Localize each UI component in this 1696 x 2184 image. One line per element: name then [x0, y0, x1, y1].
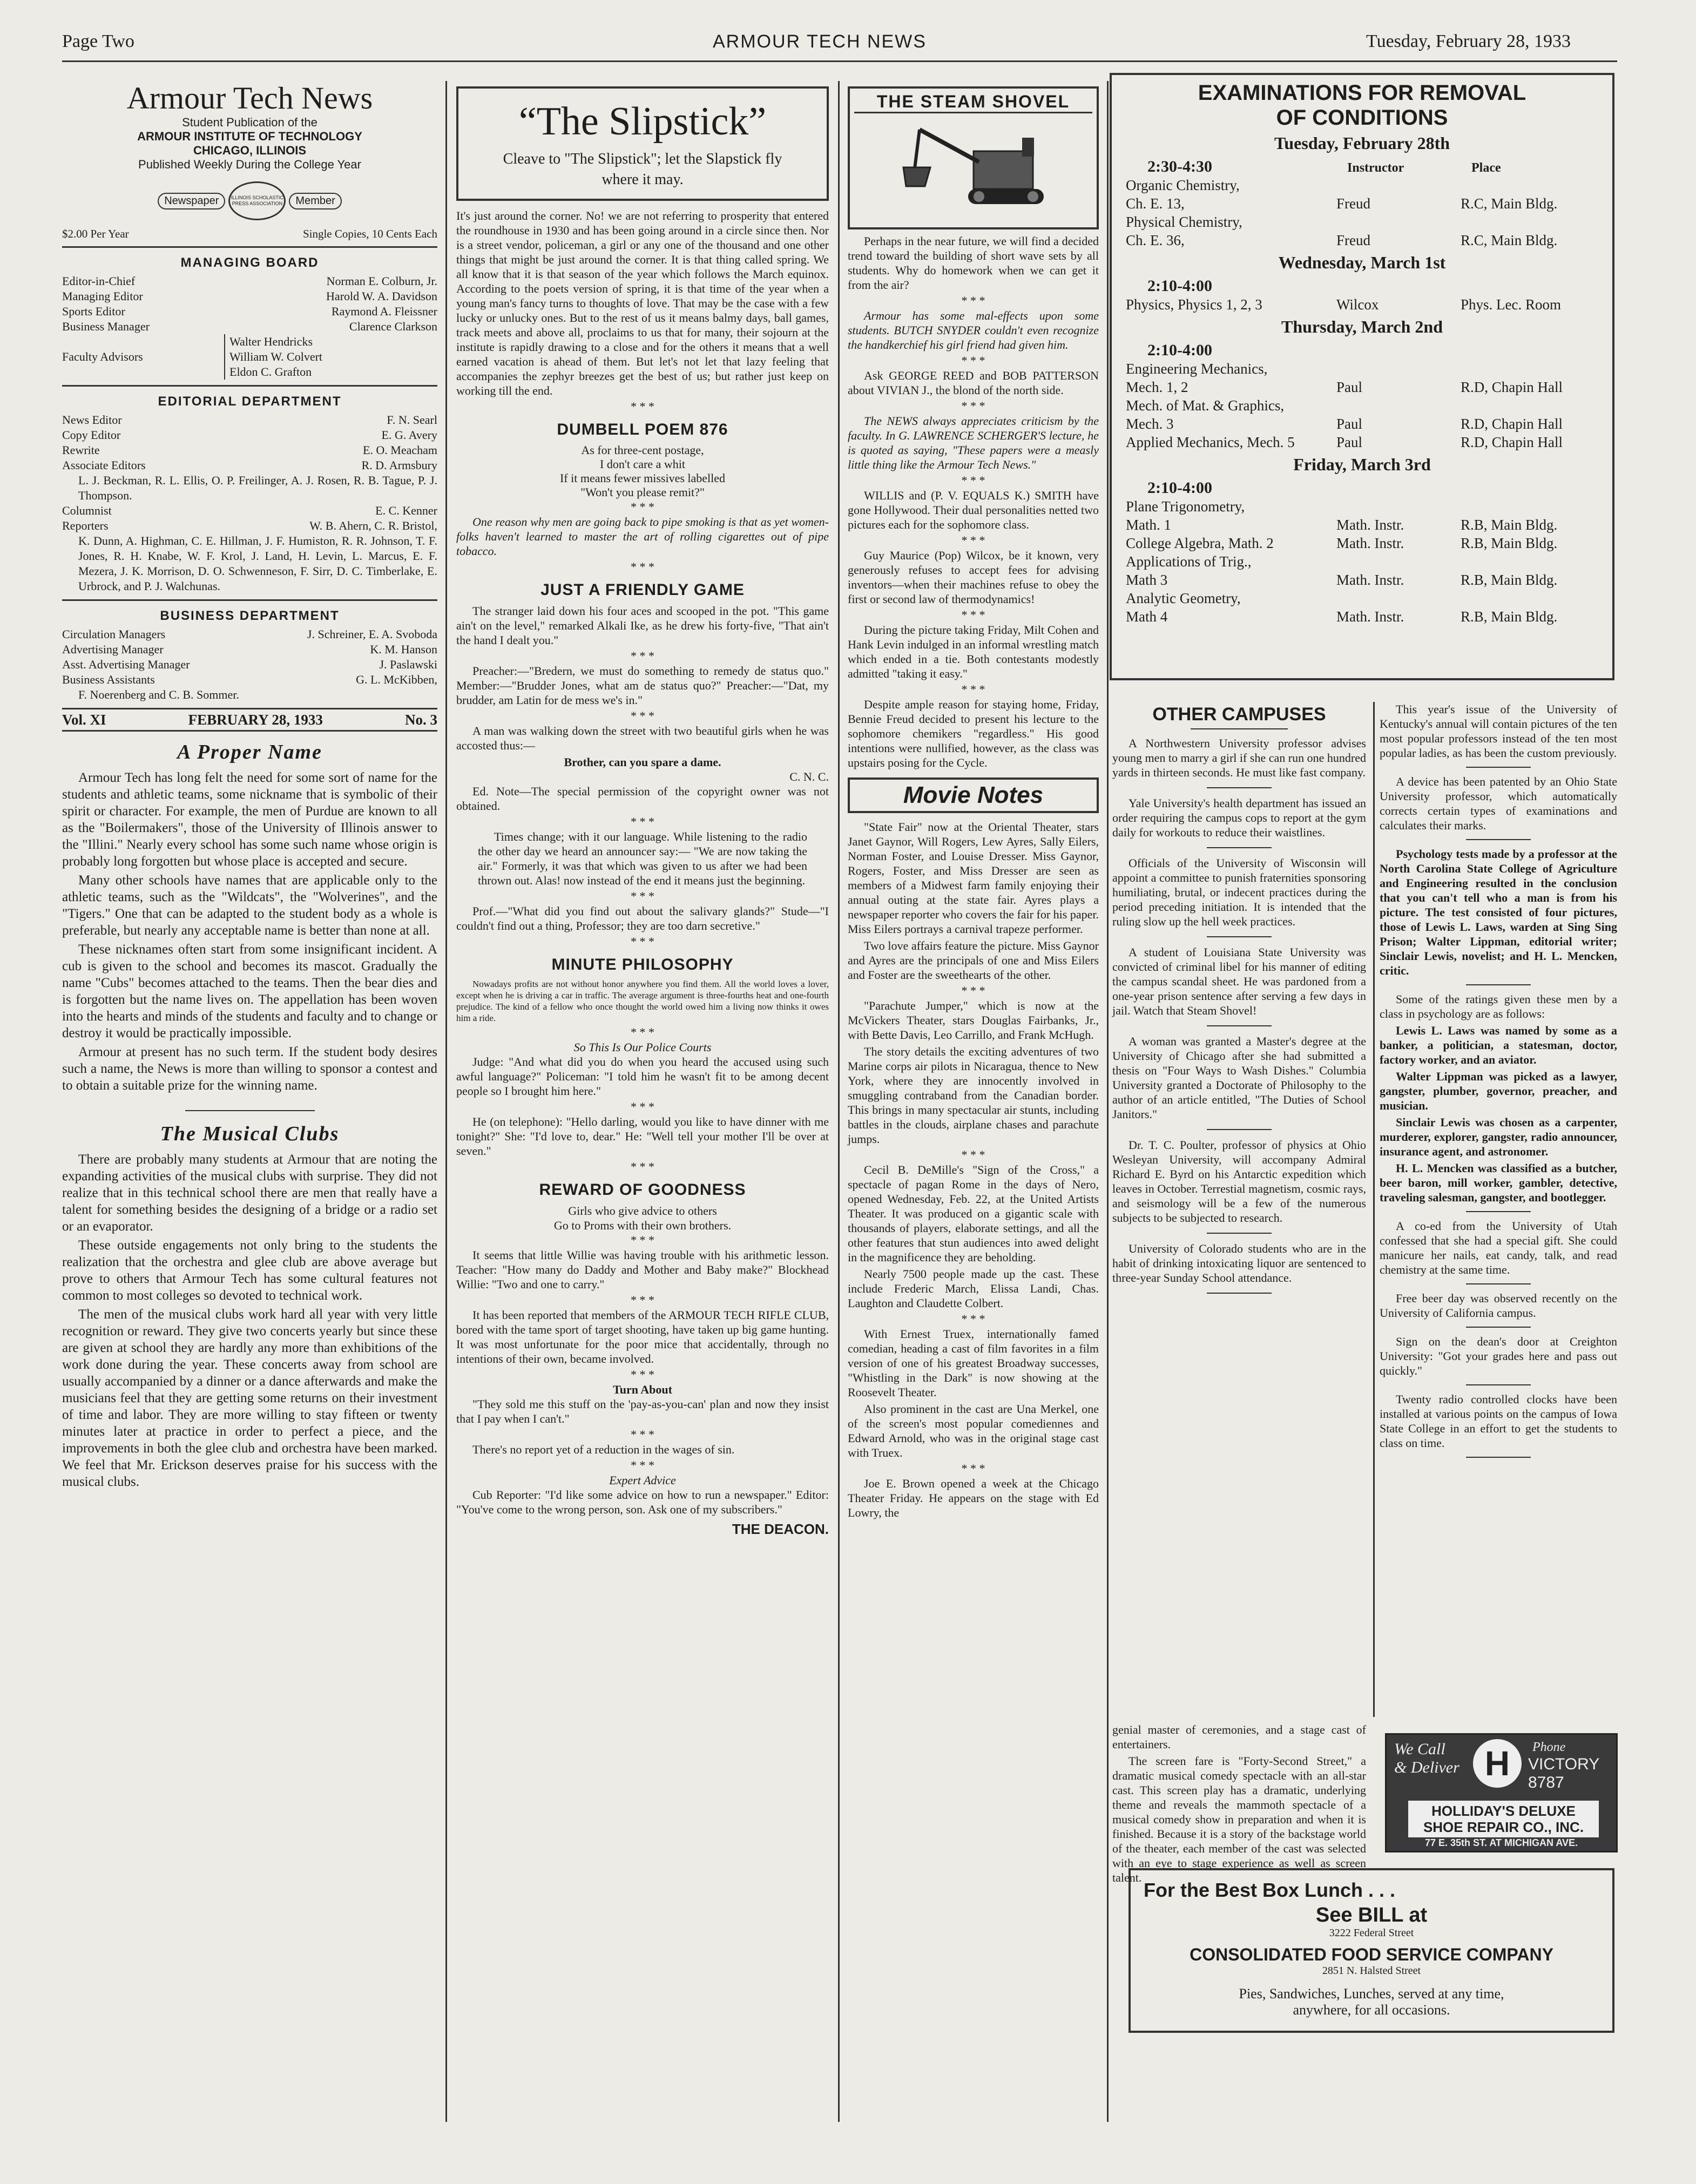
exam-course: College Algebra, Math. 2	[1126, 535, 1274, 551]
exam-row	[1120, 497, 1604, 516]
editorial-paragraph: Many other schools have names that are applicable only to the athletic teams, such as the "Wildcats", the "Wolverines", and the "Tigers." One that can be adapted to the student body as a whole is preferable, but nearly any acceptable name is better than none at all.	[62, 873, 437, 938]
section-heading: MANAGING BOARD	[180, 255, 319, 270]
exam-course: Mech. of Mat. & Graphics,	[1126, 397, 1285, 414]
exam-row	[1120, 571, 1604, 589]
shovel-item: During the picture taking Friday, Milt Cohen and Hank Levin indulged in an informal wrestling match which ended in a tie. Both contestants modestly admitted "taking it easy."	[848, 623, 1099, 680]
staff-name: W. B. Ahern, C. R. Bristol,	[309, 519, 437, 532]
staff-role: Managing Editor	[62, 289, 143, 303]
associate-editors: L. J. Beckman, R. L. Ellis, O. P. Freilinger, A. J. Rosen, R. B. Tague, P. J. Thompson.	[78, 474, 437, 502]
masthead-title: Armour Tech News	[126, 80, 373, 116]
exam-time: 2:10-4:00	[1147, 479, 1212, 497]
exam-course: Analytic Geometry,	[1126, 590, 1241, 606]
staff-row	[62, 274, 437, 289]
joke-author: C. N. C.	[789, 770, 829, 783]
exam-instructor: Wilcox	[1336, 296, 1379, 313]
editorial-paragraph: There are probably many students at Armour that are noting the expanding activities of the musical clubs with surprise. They did not realize that in this technical school there are men that really have a talent for something besides the designing of a bridge or a radio set or an evaporator.	[62, 1152, 437, 1234]
staff-role: Circulation Managers	[62, 627, 166, 641]
joke: Preacher:—"Bredern, we must do something to remedy de status quo." Member:—"Brudder Jones, what am de status quo?" Preacher:—"Dat, my brudder, am Latin for de mess we's in."	[456, 664, 829, 707]
masthead-line: CHICAGO, ILLINOIS	[193, 144, 306, 157]
ad-address: 77 E. 35th ST. AT MICHIGAN AVE.	[1424, 1837, 1578, 1848]
editorial-proper-name	[62, 740, 437, 1094]
joke-title: MINUTE PHILOSOPHY	[551, 956, 734, 973]
movie-paragraph: "Parachute Jumper," which is now at the McVickers Theater, stars Douglas Fairbanks, Jr., with Bette Davis, Leo Carrillo, and Frank McHugh.	[848, 999, 1099, 1042]
joke: The stranger laid down his four aces and scooped in the pot. "This game ain't on the level," remarked Alkali Ike, as he drew his forty-five, "That ain't the hand I dealt you."	[456, 604, 829, 647]
badge-right: Member	[289, 193, 341, 209]
exam-course: Physics, Physics 1, 2, 3	[1126, 296, 1262, 313]
press-seal: ILLINOIS SCHOLASTIC PRESS ASSOCIATION	[228, 181, 286, 220]
campus-item: Free beer day was observed recently on the University of California campus.	[1380, 1292, 1617, 1320]
exam-place: R.B, Main Bldg.	[1461, 535, 1558, 551]
exams-title: OF CONDITIONS	[1276, 106, 1448, 130]
exam-place: R.D, Chapin Hall	[1461, 434, 1563, 450]
exam-instructor	[1336, 396, 1461, 415]
poem-line: "Won't you please remit?"	[580, 485, 705, 499]
staff-row	[62, 657, 437, 672]
exam-course: Math. 1	[1126, 517, 1171, 533]
ad-text: We Call	[1394, 1740, 1445, 1758]
editorial-musical-clubs	[62, 1122, 437, 1490]
exam-instructor	[1336, 213, 1461, 231]
campus-item: Dr. T. C. Poulter, professor of physics at Ohio Wesleyan University, will accompany Admiral Richard E. Byrd on his Antarctic expedition which leaves in October. Terrestial magnetism, cosmic rays, and seismology will be a few of the numerous subjects to be subjected to research.	[1112, 1138, 1366, 1225]
other-campuses-title: OTHER CAMPUSES	[1152, 704, 1326, 725]
exam-course: Plane Trigonometry,	[1126, 498, 1245, 515]
poem-line: Girls who give advice to others	[568, 1204, 717, 1218]
exam-row	[1120, 176, 1604, 194]
business-assistants: F. Noerenberg and C. B. Sommer.	[78, 688, 239, 701]
movie-paragraph: Also prominent in the cast are Una Merkel, one of the screen's most popular comediennes and Edward Arnold, who was in the original stage cast with Truex.	[848, 1402, 1099, 1459]
campus-item: Lewis L. Laws was named by some as a banker, a politician, a statesman, doctor, factory worker, and an aviator.	[1380, 1024, 1617, 1066]
joke: Times change; with it our language. While listening to the radio the other day we heard an announcer say:— "We are now taking the air." Formerly, it was that which was given to us after we had been thrown out. Alas! now instead of the end it means just the beginning.	[478, 830, 807, 887]
campus-item: Psychology tests made by a professor at the North Carolina State College of Agriculture and Engineering resulted in the conclusion that you can't tell who a man is from his picture. The test consisted of four pictures, those of Lewis L. Laws, warden at Sing Sing Prison; Walter Lippman, editorial writer; Sinclair Lewis, novelist; and H. L. Mencken, critic.	[1380, 847, 1617, 977]
ad-text: anywhere, for all occasions.	[1293, 2002, 1450, 2018]
steam-shovel-title: THE STEAM SHOVEL	[854, 92, 1092, 113]
exam-day: Friday, March 3rd	[1293, 455, 1431, 474]
exam-course: Ch. E. 13,	[1126, 195, 1185, 212]
exam-place: R.D, Chapin Hall	[1461, 416, 1563, 432]
movie-notes-banner	[848, 777, 1099, 813]
poem-line: Go to Proms with their own brothers.	[553, 1219, 732, 1232]
price-single: Single Copies, 10 Cents Each	[302, 227, 437, 240]
exam-col-header: Instructor	[1347, 161, 1404, 175]
exam-row	[1120, 231, 1604, 249]
shovel-item: Despite ample reason for staying home, Friday, Bennie Freud decided to present his lecture to the sophomore chemikers "regardless." His good intentions were nullified, however, as the class was upstairs posing for the Cycle.	[848, 698, 1099, 769]
exam-course: Ch. E. 36,	[1126, 232, 1185, 248]
exam-course: Mech. 3	[1126, 416, 1174, 432]
editor-note: Ed. Note—The special permission of the copyright owner was not obtained.	[456, 785, 829, 813]
staff-name: E. G. Avery	[381, 428, 437, 442]
staff-name: G. L. McKibben,	[356, 673, 437, 686]
joke-title: Turn About	[613, 1383, 672, 1396]
masthead-line: ARMOUR INSTITUTE OF TECHNOLOGY	[137, 130, 362, 143]
staff-name: Harold W. A. Davidson	[326, 289, 437, 303]
shovel-item: WILLIS and (P. V. EQUALS K.) SMITH have gone Hollywood. Their dual personalities netted two pictures each for the sophomore class.	[848, 489, 1099, 531]
joke: A man was walking down the street with two beautiful girls when he was accosted thus:—	[456, 724, 829, 752]
volume-line	[62, 712, 437, 728]
joke: "They sold me this stuff on the 'pay-as-you-can' plan and now they insist that I pay when I can't."	[456, 1397, 829, 1425]
exam-row	[1120, 607, 1604, 626]
issue-date: Tuesday, February 28, 1933	[1366, 31, 1571, 51]
movie-paragraph: The screen fare is "Forty-Second Street," a dramatic musical comedy spectacle with an all-star cast. This screen play has a dramatic, underlying theme and reveals the mammoth spectacle of a musical comedy show in preparation and when it is finished. Because it is a story of the backstage world of the theater, each member of the cast was selected with an eye to stage experience as well as screen talent.	[1112, 1754, 1366, 1884]
exam-day: Thursday, March 2nd	[1281, 317, 1443, 336]
staff-role: Associate Editors	[62, 458, 146, 472]
campus-item: Officials of the University of Wisconsin will appoint a committee to punish fraternities sponsoring humiliating, brutal, or indecent practices during the period preceding initiation. It is intended that the ruling slow up the hell week practices.	[1112, 856, 1366, 928]
exams-title: EXAMINATIONS FOR REMOVAL	[1198, 81, 1526, 105]
exam-course: Math 4	[1126, 608, 1168, 625]
staff-role: Columnist	[62, 504, 112, 517]
staff-name: E. O. Meacham	[362, 443, 437, 457]
joke: Prof.—"What did you find out about the salivary glands?" Stude—"I couldn't find out a thing, Professor; they are too darn secretive."	[456, 904, 829, 932]
staff-role: News Editor	[62, 413, 122, 427]
poem	[456, 443, 829, 499]
staff-role: Editor-in-Chief	[62, 274, 136, 288]
staff-role: Asst. Advertising Manager	[62, 658, 190, 671]
joke: There's no report yet of a reduction in the wages of sin.	[472, 1443, 735, 1456]
masthead-line: Published Weekly During the College Year	[138, 158, 361, 171]
slipstick-motto: Cleave to "The Slipstick"; let the Slapstick fly where it may.	[503, 151, 782, 188]
exam-place: R.B, Main Bldg.	[1461, 572, 1558, 588]
staff-role: Advertising Manager	[62, 643, 164, 656]
movie-paragraph: genial master of ceremonies, and a stage cast of entertainers.	[1112, 1723, 1366, 1751]
exam-row	[1120, 295, 1604, 314]
exam-instructor: Math. Instr.	[1336, 535, 1404, 551]
campus-item: A woman was granted a Master's degree at the University of Chicago after she had submitted a thesis on "Four Ways to Wash Dishes." Columbia University granted a Doctorate of Philosophy to the author of an article entitled, "The Duties of School Janitors."	[1112, 1034, 1366, 1121]
joke: It seems that little Willie was having trouble with his arithmetic lesson. Teacher: "How many do Daddy and Mother and Baby make?" Blockhead Willie: "Two and one to carry."	[456, 1248, 829, 1291]
joke-title: Expert Advice	[609, 1473, 676, 1487]
exam-row	[1120, 433, 1604, 451]
campus-item: University of Colorado students who are in the habit of drinking intoxicating liquor are sentenced to three-year Sunday School attendance.	[1112, 1242, 1366, 1284]
campus-item: Twenty radio controlled clocks have been installed at various points on the campus of Iowa State College in an effort to get the students to class on time.	[1380, 1392, 1617, 1450]
section-heading: EDITORIAL DEPARTMENT	[158, 394, 342, 409]
exam-instructor	[1336, 497, 1461, 516]
staff-name: F. N. Searl	[387, 413, 437, 427]
joke: Nowadays profits are not without honor anywhere you find them. All the world loves a lover, except when he is driving a car in traffic. The average argument is three-fourths heat and one-fourth prejudice. The kind of a fellow who once thought the world owed him a living now thinks it owes him a ride.	[456, 979, 829, 1023]
movie-paragraph: The story details the exciting adventures of two Marine corps air pilots in Nicaragua, thence to New York, where they are innocently involved in smuggling contraband from the Canadian border. This brings in many spectacular air stunts, including battles in the clouds, airplane chases and parachute jumps.	[848, 1045, 1099, 1146]
steam-shovel-icon	[893, 113, 1055, 221]
exam-row	[1120, 516, 1604, 534]
slipstick-intro: It's just around the corner. No! we are not referring to prosperity that entered the roundhouse in 1930 and has been going around in a circle since then. Nor is a street vendor, policeman, a girl or any one of the thousand and one other things that might be just around the corner. It is that thing called spring. We all know that it is that season of the year which follows the March equinox. According to the poets version of spring, it is that time of the year when a young man's fancy turns to thoughts of love. That may be the case with a few lucky or unlucky ones. But to the rest of us it means balmy days, ball games, track meets and above all, proclaims to us that for many, their sojourn at the institute is rapidly drawing to a close and for the others it means that a well earned vacation is ahead of them. But let's not let that lazy feeling that accompanies the zephyr breezes get the best of us; but rather just keep on working till the end.	[456, 209, 829, 397]
other-campuses-right	[1380, 702, 1617, 1728]
column-2: “The Slipstick” Cleave to "The Slipstick"; let the Slapstick fly where it may. It's just around the corner. No! we are not referring to prosperity that entered the roundhouse in 1930 and has been going around in a circle since then. Nor is a street vendor, policeman, a girl or any one of the thousand and one other things that might be just around the corner. It is that thing called spring. We all know that it is that season of the year which follows the March equinox. According to the poets version of spring, it is that time of the year when a young man's fancy turns to thoughts of love. That may be the case with a few lucky or unlucky ones. But to the rest of us it means balmy days, ball games, track meets and above all, proclaims to us that for many, their sojourn at the institute is rapidly drawing to a close and for the others it means that a well earned vacation is ahead of them. But let's not let that lazy feeling that accompanies the zephyr breezes get the best of us; but rather just keep on working till the end. * * * DUMBELL POEM 876 As for three-cent postage, I don't care a whit If it means fewer missives labelled "Won't you please remit?" * * * One reason why men are going back to pipe smoking is that as yet women-folks haven't learned to master the art of rolling cigarettes out of pipe tobacco. * * * JUST A FRIENDLY GAME The stranger laid down his four aces and scooped in the pot. "This game ain't on the level," remarked Alkali Ike, as he drew his forty-five, "That ain't the hand I dealt you." * * * Preacher:—"Bredern, we must do something to remedy de status quo." Member:—"Brudder Jones, what am de status quo?" Preacher:—"Dat, my brudder, am Latin for de mess we's in." * * * A man was walking down the street with two beautiful girls when he was accosted thus:— Brother, can you spare a dame. C. N. C. Ed. Note—The special permission of the copyright owner was not obtained. * * * Times change; with it our language. While listening to the radio the other day we heard an announcer say:— "We are now taking the air." Formerly, it was that which was given to us after we had been thrown out. Alas! now instead of the end it means just the beginning. * * * Prof.—"What did you find out about the salivary glands?" Stude—"I couldn't find out a thing, Professor; they are too darn secretive." * * * MINUTE PHILOSOPHY Nowadays profits are not without honor anywhere you find them. All the world loves a lover, except when he is driving a car in traffic. The average argument is three-fourths heat and one-fourth prejudice. The kind of a fellow who once thought the world owed him a living now thinks it owes him a ride. * * * So This Is Our Police Courts Judge: "And what did you do when you heard the accused using such awful language?" Policeman: "I told him he wasn't fit to be among decent people so I brought him here." * * * He (on telephone): "Hello darling, would you like to have dinner with me tonight?" She: "I'd love to, dear." He: "Well tell your mother I'll be over at seven." * * * REWARD OF GOODNESS Girls who give advice to others Go to Proms with their own brothers. * * * It seems that little Willie was having trouble with his arithmetic lesson. Teacher: "How many do Daddy and Mother and Baby make?" Blockhead Willie: "Two and one to carry." * * * It has been reported that members of the ARMOUR TECH RIFLE CLUB, bored with the tame sport of target shooting, have taken up big game hunting. It was most unfortunate for the poor mice that accidentally, through no intentions of their own, became involved. * * * Turn About "They sold me this stuff on the 'pay-as-you-can' plan and now they insist that I pay when I can't." * * * There's no report yet of a reduction in the wages of sin. * * * Expert Advice Cub Reporter: "I'd like some advice on how to run a newspaper." Editor: "You've come to the wrong person, son. Ask one of my subscribers." THE DEACON.	[456, 81, 829, 2122]
exam-course: Mech. 1, 2	[1126, 379, 1188, 395]
poem-line: I don't care a whit	[600, 457, 685, 471]
exam-place	[1461, 360, 1601, 378]
exam-course: Physical Chemistry,	[1126, 214, 1242, 230]
examinations-box	[1110, 73, 1614, 680]
exam-instructor	[1336, 552, 1461, 571]
editorial-paragraph: Armour at present has no such term. If the student body desires such a name, the News is more than willing to sponsor a contest and to obtain a suitable prize for the winning name.	[62, 1045, 437, 1093]
staff-row	[62, 642, 437, 657]
price-year: $2.00 Per Year	[62, 227, 129, 240]
steam-shovel-banner	[848, 86, 1099, 229]
ad-text: Phone	[1532, 1740, 1566, 1754]
exam-row	[1120, 213, 1604, 231]
shovel-item: Armour has some mal-effects upon some students. BUTCH SNYDER couldn't even recognize the handkerchief his girl friend had given him.	[848, 309, 1099, 351]
staff-role: Rewrite	[62, 443, 100, 457]
paper-name: ARMOUR TECH NEWS	[713, 31, 927, 52]
exam-row	[1120, 396, 1604, 415]
joke-title: REWARD OF GOODNESS	[539, 1181, 746, 1199]
other-campuses-left	[1112, 702, 1366, 1717]
faculty-label: Faculty Advisors	[62, 350, 143, 363]
faculty-name: Walter Hendricks	[229, 335, 313, 348]
staff-name: R. D. Armsbury	[361, 458, 437, 472]
editorial-paragraph: These nicknames often start from some insignificant incident. A cub is given to the school and becomes its mascot. Gradually the name "Cubs" becomes attached to the teams. Then the bear dies and is forgotten but the name lives on. The appellation has been woven into the hearts and minds of the students and faculty and to change or destroy it would be practically impossible.	[62, 942, 437, 1040]
price-row	[62, 226, 437, 242]
exam-day: Tuesday, February 28th	[1274, 133, 1450, 153]
staff-name: J. Schreiner, E. A. Svoboda	[307, 627, 437, 641]
joke: One reason why men are going back to pipe smoking is that as yet women-folks haven't learned to master the art of rolling cigarettes out of pipe tobacco.	[456, 515, 829, 558]
campus-item: A Northwestern University professor advises young men to marry a girl if she can run one hundred yards in thirteen seconds. He must like fast company.	[1112, 736, 1366, 779]
column-signature: THE DEACON.	[732, 1521, 829, 1537]
exam-day: Wednesday, March 1st	[1278, 253, 1446, 272]
campus-item: Sign on the dean's door at Creighton University: "Got your grades here and pass out quickly."	[1380, 1335, 1617, 1377]
slipstick-title: “The Slipstick”	[518, 99, 767, 144]
shovel-item: Ask GEORGE REED and BOB PATTERSON about VIVIAN J., the blond of the north side.	[848, 369, 1099, 397]
joke: Judge: "And what did you do when you heard the accused using such awful language?" Policeman: "I told him he wasn't fit to be among decent people so I brought him here."	[456, 1055, 829, 1098]
editorial-paragraph: Armour Tech has long felt the need for some sort of name for the students and athletic teams, some nickname that is symbolic of their spirit or character. For example, the men of Purdue are known to all as the "Boilermakers", those of the University of Illinois answer to the "Illini." Nearly every school has some such name whose origin is probably long forgotten but whose place is accepted and secure.	[62, 770, 437, 869]
staff-row	[62, 627, 437, 642]
campus-item: H. L. Mencken was classified as a butcher, beer baron, mill worker, gambler, detective, traveling salesman, gangster, and bootlegger.	[1380, 1161, 1617, 1204]
exam-row	[1120, 534, 1604, 552]
staff-row	[62, 428, 437, 443]
editorial-paragraph: The men of the musical clubs work hard all year with very little recognition or reward. They give two concerts yearly but since these are given at school they are hardly any more than exhibitions of the work done during the year. These concerts away from school are usually accompanied by a dinner or a dance afterwards and make the musicians feel that they are getting some returns on their investment of time and labor. They are more willing to stay fifteen or twenty minutes later at practice in order to perfect a piece, and the improvements in both the glee club and orchestra have been marked. We feel that Mr. Erickson deserves praise for his success with the musical clubs.	[62, 1307, 437, 1489]
volume-date: FEBRUARY 28, 1933	[188, 712, 323, 728]
ad-company: HOLLIDAY'S DELUXE SHOE REPAIR CO., INC.	[1408, 1801, 1599, 1837]
volume-number: Vol. XI	[62, 712, 106, 728]
campus-item: Walter Lippman was picked as a lawyer, gangster, plumber, governor, preacher, and musician.	[1380, 1070, 1617, 1112]
exam-instructor: Paul	[1336, 416, 1363, 432]
exam-instructor: Math. Instr.	[1336, 572, 1404, 588]
exam-instructor	[1336, 360, 1461, 378]
masthead	[62, 81, 437, 242]
exam-instructor: Freud	[1336, 232, 1370, 248]
exam-place: R.B, Main Bldg.	[1461, 608, 1558, 625]
exam-place: R.B, Main Bldg.	[1461, 517, 1558, 533]
exam-place	[1461, 589, 1601, 607]
joke-title: So This Is Our Police Courts	[573, 1040, 712, 1054]
campus-item: This year's issue of the University of Kentucky's annual will contain pictures of the ten most popular professors instead of the ten most popular ladies, as has been the custom previously.	[1380, 702, 1617, 760]
shovel-item: Perhaps in the near future, we will find a decided trend toward the building of short wave sets by all students. Why do homework when we can get it from the air?	[848, 234, 1099, 292]
ad-address: 3222 Federal Street	[1329, 1927, 1414, 1939]
holliday-logo: H	[1473, 1739, 1522, 1788]
badge-left: Newspaper	[158, 193, 225, 209]
exam-course: Applications of Trig.,	[1126, 553, 1252, 570]
exam-course: Applied Mechanics, Mech. 5	[1126, 434, 1295, 450]
exam-place	[1461, 213, 1601, 231]
joke: It has been reported that members of the ARMOUR TECH RIFLE CLUB, bored with the tame sport of target shooting, have taken up big game hunting. It was most unfortunate for the poor mice that accidentally, through no intentions of their own, became involved.	[456, 1308, 829, 1365]
editorial-title: The Musical Clubs	[160, 1123, 340, 1145]
exam-instructor: Freud	[1336, 195, 1370, 212]
exam-instructor: Paul	[1336, 379, 1363, 395]
movie-paragraph: With Ernest Truex, internationally famed comedian, heading a cast of film favorites in a film version of one of his greatest Broadway successes, "Whistling in the Dark" is now showing at the Roosevelt Theater.	[848, 1327, 1099, 1399]
exam-instructor	[1336, 176, 1461, 194]
holliday-ad	[1385, 1733, 1618, 1852]
exam-place: R.C, Main Bldg.	[1461, 195, 1558, 212]
joke-title: JUST A FRIENDLY GAME	[540, 581, 745, 599]
masthead-line: Student Publication of the	[182, 116, 317, 129]
editorial-title: A Proper Name	[177, 741, 322, 763]
issue-number: No. 3	[405, 712, 437, 728]
managing-board	[62, 255, 437, 380]
ad-address: 2851 N. Halsted Street	[1322, 1965, 1421, 1977]
exam-time: 2:30-4:30	[1147, 158, 1212, 175]
staff-name: K. M. Hanson	[370, 643, 437, 656]
campus-item: A device has been patented by an Ohio State University professor, which automatically corrects certain types of examinations and calculates their marks.	[1380, 775, 1617, 832]
ad-company: CONSOLIDATED FOOD SERVICE COMPANY	[1190, 1945, 1553, 1964]
staff-name: Norman E. Colburn, Jr.	[326, 274, 437, 288]
exam-course: Organic Chemistry,	[1126, 177, 1240, 193]
exam-row	[1120, 360, 1604, 378]
editorial-department	[62, 394, 437, 594]
exam-row	[1120, 194, 1604, 213]
exam-col-header: Place	[1471, 161, 1501, 175]
exam-time: 2:10-4:00	[1147, 341, 1212, 359]
editorial-paragraph: These outside engagements not only bring to the students the realization that the orchestra and glee club are above average but prove to others that Armour Tech has some cultural features not common to most colleges so devoted to technical work.	[62, 1238, 437, 1303]
poem-title: DUMBELL POEM 876	[557, 421, 728, 438]
staff-name: Raymond A. Fleissner	[331, 305, 437, 318]
exam-row	[1120, 415, 1604, 433]
exam-place	[1461, 176, 1601, 194]
exam-place: R.D, Chapin Hall	[1461, 379, 1563, 395]
staff-row	[62, 443, 437, 458]
exam-instructor	[1336, 589, 1461, 607]
movie-paragraph: "State Fair" now at the Oriental Theater, stars Janet Gaynor, Will Rogers, Lew Ayres, Sally Eilers, Norman Foster, and Louise Dresser. Miss Gaynor, Rogers, Foster, and Miss Dresser are seen as members of a Midwest farm family enjoying their annual outing at the state fair. Ayres plays a newspaper reporter who covers the fair for his paper. Miss Eilers portrays a carnival trapeze performer.	[848, 820, 1099, 936]
staff-role: Reporters	[62, 519, 109, 532]
exam-instructor: Math. Instr.	[1336, 517, 1404, 533]
shovel-item: Guy Maurice (Pop) Wilcox, be it known, very generously refuses to accept fees for advising inventors—when their machines refuse to obey the first or second law of thermodynamics!	[848, 549, 1099, 606]
page-number: Page Two	[62, 31, 134, 51]
staff-row	[62, 289, 437, 304]
campus-item: A student of Louisiana State University was convicted of criminal libel for his manner of editing the campus scandal sheet. He was pardoned from a one-year prison sentence after serving a few days in jail. Watch that Steam Shovel!	[1112, 945, 1366, 1017]
movie-paragraph: Cecil B. DeMille's "Sign of the Cross," a spectacle of pagan Rome in the days of Nero, opened Wednesday, Feb. 22, at the United Artists Theater. It was produced on a gigantic scale with thousands of players, elaborate settings, and all the other features that stun audiences into awed delight in the magnificence they are beholding.	[848, 1163, 1099, 1264]
movie-paragraph: Joe E. Brown opened a week at the Chicago Theater Friday. He appears on the stage with Ed Lowry, the	[848, 1477, 1099, 1519]
ad-phone: VICTORY 8787	[1528, 1755, 1599, 1791]
column-3: THE STEAM SHOVEL Perhaps in the near future, we will find a decided trend toward the building of short wave sets by all students. Why do homework when we can get it from the air? * * * Armour has some mal-effects upon some students. BUTCH SNYDER couldn't even recognize the handkerchief his girl friend had given him. * * * Ask GEORGE REED and BOB PATTERSON about VIVIAN J., the blond of the north side. * * * The NEWS always appreciates criticism by the faculty. In G. LAWRENCE SCHERGER'S lecture, he is quoted as saying, "These papers were a measly little thing like the Armour Tech News." * * * WILLIS and (P. V. EQUALS K.) SMITH have gone Hollywood. Their dual personalities netted two pictures each for the sophomore class. * * * Guy Maurice (Pop) Wilcox, be it known, very generously refuses to accept fees for advising inventors—when their machines refuse to obey the first or second law of thermodynamics! * * * During the picture taking Friday, Milt Cohen and Hank Levin indulged in an informal wrestling match which ended in a tie. Both contestants modestly admitted "taking it easy." * * * Despite ample reason for staying home, Friday, Bennie Freud decided to present his lecture to the sophomore chemikers "regardless." His good intentions were nullified, however, as the class was upstairs posing for the Cycle. Movie Notes "State Fair" now at the Oriental Theater, stars Janet Gaynor, Will Rogers, Lew Ayres, Sally Eilers, Norman Foster, and Louise Dresser. Miss Gaynor, Rogers, Foster, and Miss Dresser are seen as members of a Midwest farm family enjoying their annual outing at the state fair. Ayres plays a newspaper reporter who covers the fair for his paper. Miss Eilers portrays a carnival trapeze performer. Two love affairs feature the picture. Miss Gaynor and Ayres are the principals of one and Miss Eilers and Foster are the sweethearts of the other. * * * "Parachute Jumper," which is now at the McVickers Theater, stars Douglas Fairbanks, Jr., with Bette Davis, Leo Carrillo, and Frank McHugh. The story details the exciting adventures of two Marine corps air pilots in Nicaragua, thence to New York, where they are innocently involved in smuggling contraband from the Canadian border. This brings in many spectacular air stunts, including battles in the clouds, airplane chases and parachute jumps. * * * Cecil B. DeMille's "Sign of the Cross," a spectacle of pagan Rome in the days of Nero, opened Wednesday, Feb. 22, at the United Artists Theater. It was produced on a gigantic scale with thousands of players, elaborate settings, and all the other features that stun audiences into awed delight in the magnificence they are beholding. Nearly 7500 people made up the cast. These include Frederic March, Elissa Landi, Chas. Laughton and Claudette Colbert. * * * With Ernest Truex, internationally famed comedian, heading a cast of film favorites in a film version of one of his greatest Broadway successes, "Whistling in the Dark" is now showing at the Roosevelt Theater. Also prominent in the cast are Una Merkel, one of the screen's most popular comediennes and Edward Arnold, who was in the original stage cast with Truex. * * * Joe E. Brown opened a week at the Chicago Theater Friday. He appears on the stage with Ed Lowry, the	[848, 81, 1099, 2122]
ad-headline: For the Best Box Lunch . . .	[1144, 1879, 1396, 1901]
faculty-name: William W. Colvert	[229, 350, 323, 363]
exam-place: Phys. Lec. Room	[1461, 296, 1561, 313]
joke-punchline: Brother, can you spare a dame.	[564, 755, 721, 769]
exam-row	[1120, 552, 1604, 571]
exam-time: 2:10-4:00	[1147, 277, 1212, 295]
exam-course: Math 3	[1126, 572, 1168, 588]
exam-instructor: Math. Instr.	[1336, 608, 1404, 625]
joke: He (on telephone): "Hello darling, would you like to have dinner with me tonight?" She: "I'd love to, dear." He: "Well tell your mother I'll be over at seven."	[456, 1115, 829, 1158]
ad-text: Pies, Sandwiches, Lunches, served at any time,	[1239, 1986, 1504, 2002]
faculty-name: Eldon C. Grafton	[229, 365, 312, 378]
campus-item: Sinclair Lewis was chosen as a carpenter, murderer, explorer, gangster, radio announcer, insurance agent, and astronomer.	[1380, 1115, 1617, 1158]
exam-instructor: Paul	[1336, 434, 1363, 450]
poem-line: If it means fewer missives labelled	[559, 471, 726, 485]
staff-name: Clarence Clarkson	[349, 320, 437, 333]
staff-name: J. Paslawski	[379, 658, 437, 671]
staff-role: Copy Editor	[62, 428, 121, 442]
exam-course: Engineering Mechanics,	[1126, 361, 1268, 377]
exam-row	[1120, 589, 1604, 607]
shovel-item: The NEWS always appreciates criticism by the faculty. In G. LAWRENCE SCHERGER'S lecture, he is quoted as saying, "These papers were a measly little thing like the Armour Tech News."	[848, 414, 1099, 471]
exam-place	[1461, 552, 1601, 571]
business-department	[62, 608, 437, 702]
staff-row	[62, 413, 437, 428]
section-heading: BUSINESS DEPARTMENT	[160, 608, 340, 623]
exam-place	[1461, 396, 1601, 415]
movie-notes-title: Movie Notes	[903, 782, 1044, 808]
box-lunch-ad	[1129, 1868, 1614, 2033]
movie-notes-continued	[1112, 1722, 1366, 1884]
movie-paragraph: Nearly 7500 people made up the cast. These include Frederic March, Elissa Landi, Chas. Laughton and Claudette Colbert.	[848, 1267, 1099, 1310]
staff-row	[62, 319, 437, 334]
campus-item: Some of the ratings given these men by a class in psychology are as follows:	[1380, 992, 1617, 1020]
staff-role: Business Manager	[62, 320, 150, 333]
staff-role: Business Assistants	[62, 673, 155, 686]
press-badge	[62, 181, 437, 220]
staff-row	[62, 672, 437, 687]
exam-place	[1461, 497, 1601, 516]
campus-item: Yale University's health department has issued an order requiring the campus cops to report at the gym daily for workouts to reduce their waistlines.	[1112, 796, 1366, 839]
column-1	[62, 81, 437, 2122]
staff-role: Sports Editor	[62, 305, 125, 318]
staff-name: E. C. Kenner	[375, 504, 437, 517]
faculty-advisors	[62, 334, 437, 380]
staff-row	[62, 458, 437, 473]
ad-text: & Deliver	[1394, 1759, 1459, 1776]
exam-row	[1120, 378, 1604, 396]
ad-headline: See BILL at	[1315, 1904, 1428, 1926]
joke: Cub Reporter: "I'd like some advice on how to run a newspaper." Editor: "You've come to the wrong person, son. Ask one of my subscribers."	[456, 1488, 829, 1516]
movie-paragraph: Two love affairs feature the picture. Miss Gaynor and Ayres are the principals of one and Miss Eilers and Foster are the sweethearts of the other.	[848, 939, 1099, 982]
staff-row	[62, 304, 437, 319]
exam-place: R.C, Main Bldg.	[1461, 232, 1558, 248]
slipstick-banner	[456, 86, 829, 201]
reporters-list: K. Dunn, A. Highman, C. E. Hillman, J. F. Humiston, R. R. Johnson, T. F. Jones, R. H. Knabe, W. F. Krol, J. Land, H. Levin, L. Marcus, E. F. Mezera, J. K. Morrison, D. O. Schwenneson, F. Sirr, D. C. Timberlake, E. Urbrock, and P. J. Walchunas.	[78, 534, 437, 593]
poem-line: As for three-cent postage,	[581, 443, 704, 457]
campus-item: A co-ed from the University of Utah confessed that she had a special gift. She could manicure her nails, eat candy, talk, and read chemistry at the same time.	[1380, 1219, 1617, 1276]
